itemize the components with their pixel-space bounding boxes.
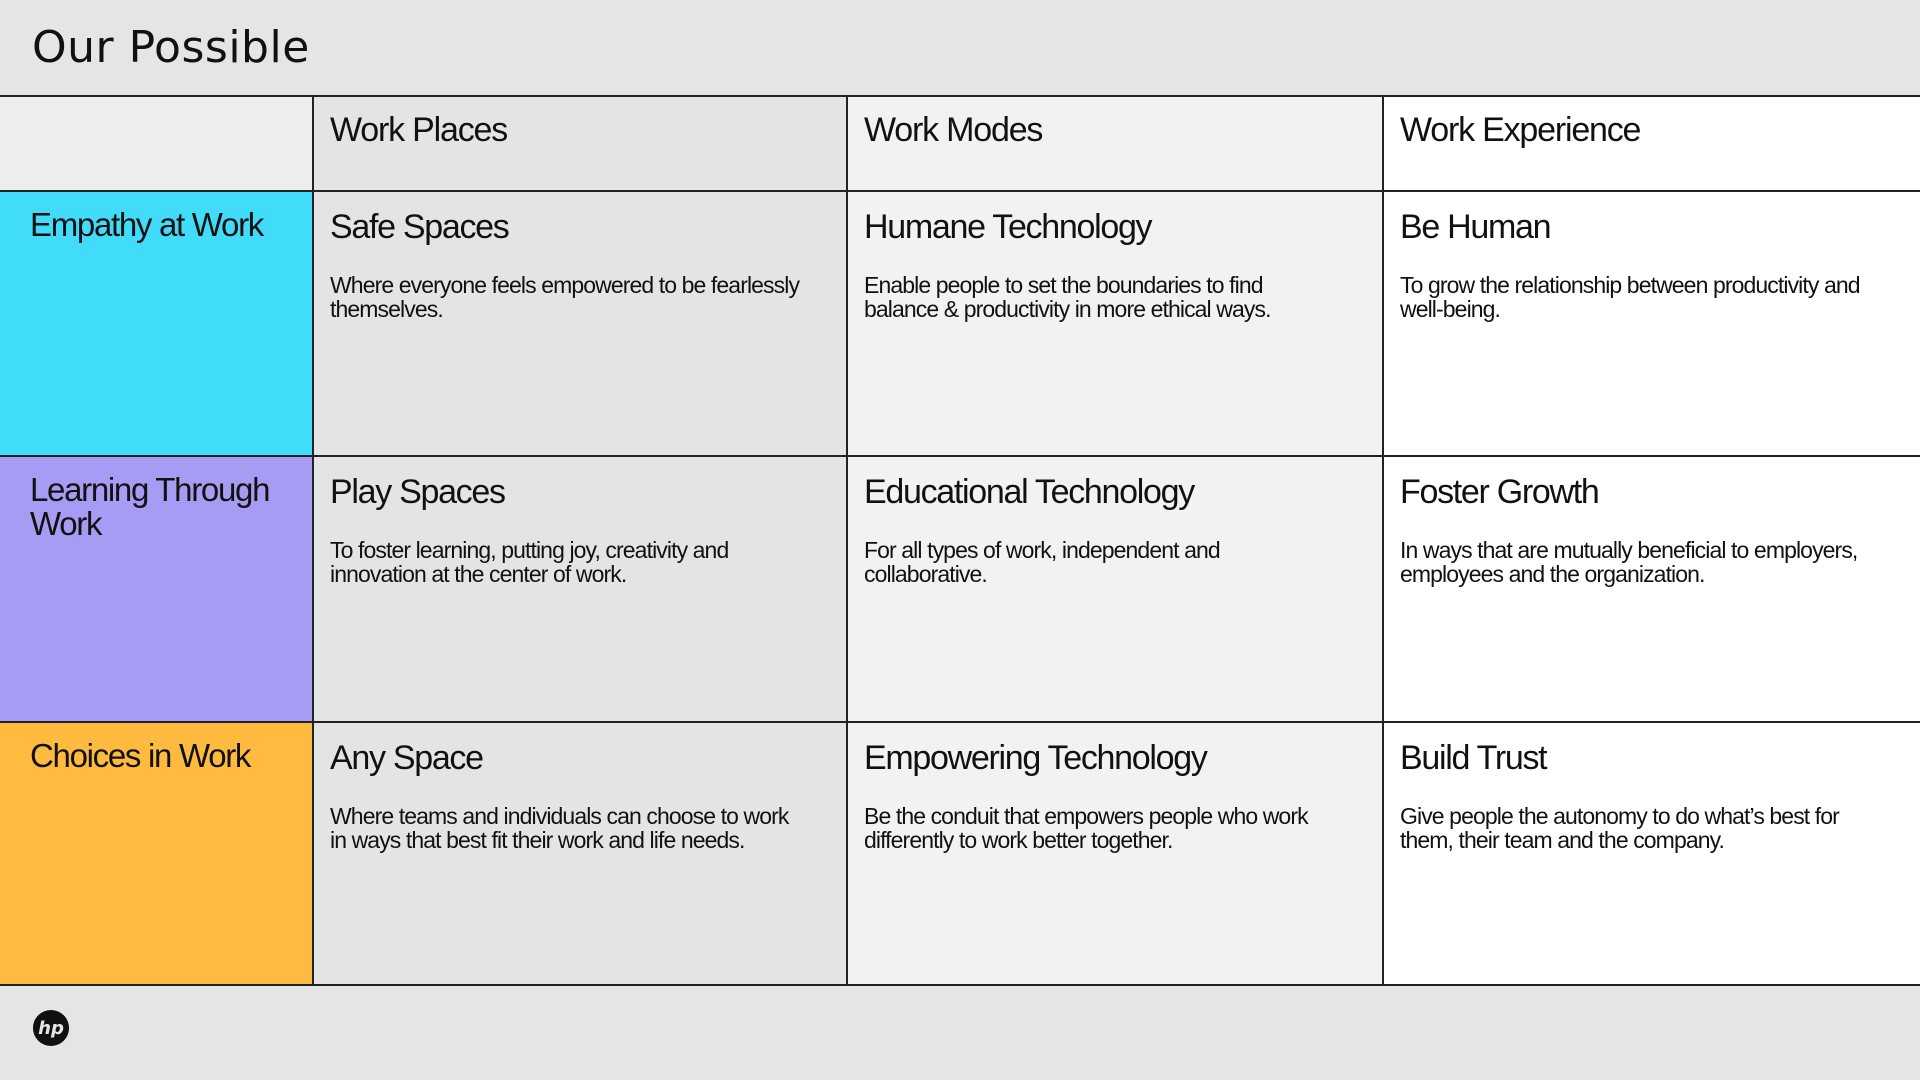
column-header-label: Work Places [330, 111, 508, 149]
cell-title: Any Space [330, 739, 483, 777]
cell-description: Be the conduit that empowers people who work differently to work better together. [864, 803, 1308, 853]
matrix-cell [1382, 190, 1920, 455]
row-header-label: Empathy at Work [30, 206, 263, 243]
matrix-cell [846, 455, 1382, 721]
cell-description: Where everyone feels empowered to be fearlessly themselves. [330, 272, 800, 322]
cell-description: To grow the relationship between productivity and well-being. [1400, 272, 1860, 322]
matrix-cell [312, 455, 846, 721]
cell-title: Foster Growth [1400, 473, 1599, 511]
cell-title: Safe Spaces [330, 208, 509, 246]
row-header-empathy [0, 190, 312, 455]
column-header-work-modes [846, 95, 1382, 190]
matrix-cell [846, 721, 1382, 986]
matrix-cell [1382, 455, 1920, 721]
cell-title: Be Human [1400, 208, 1551, 246]
column-header-label: Work Experience [1400, 111, 1641, 149]
cell-title: Play Spaces [330, 473, 505, 511]
cell-description: In ways that are mutually beneficial to employers, employees and the organization. [1400, 537, 1858, 587]
cell-title: Humane Technology [864, 208, 1152, 246]
column-header-work-experience [1382, 95, 1920, 190]
possible-matrix [0, 95, 1920, 986]
cell-description: Enable people to set the boundaries to find balance & productivity in more ethical ways. [864, 272, 1271, 322]
matrix-cell [312, 721, 846, 986]
cell-description: Give people the autonomy to do what’s best for them, their team and the company. [1400, 803, 1839, 853]
cell-description: Where teams and individuals can choose to work in ways that best fit their work and life needs. [330, 803, 789, 853]
matrix-cell [1382, 721, 1920, 986]
hp-logo-text: hp [38, 1018, 64, 1040]
cell-title: Build Trust [1400, 739, 1547, 777]
row-header-label: Choices in Work [30, 737, 251, 774]
cell-title: Educational Technology [864, 473, 1194, 511]
matrix-cell [312, 190, 846, 455]
cell-description: For all types of work, independent and collaborative. [864, 537, 1220, 587]
cell-title: Empowering Technology [864, 739, 1207, 777]
row-header-label: Learning Through Work [30, 471, 270, 542]
page-title: Our Possible [32, 22, 310, 73]
column-header-work-places [312, 95, 846, 190]
corner-cell [0, 95, 312, 190]
cell-description: To foster learning, putting joy, creativity and innovation at the center of work. [330, 537, 729, 587]
matrix-cell [846, 190, 1382, 455]
row-header-learning [0, 455, 312, 721]
column-header-label: Work Modes [864, 111, 1043, 149]
hp-logo-icon [32, 1009, 70, 1047]
row-header-choices [0, 721, 312, 986]
